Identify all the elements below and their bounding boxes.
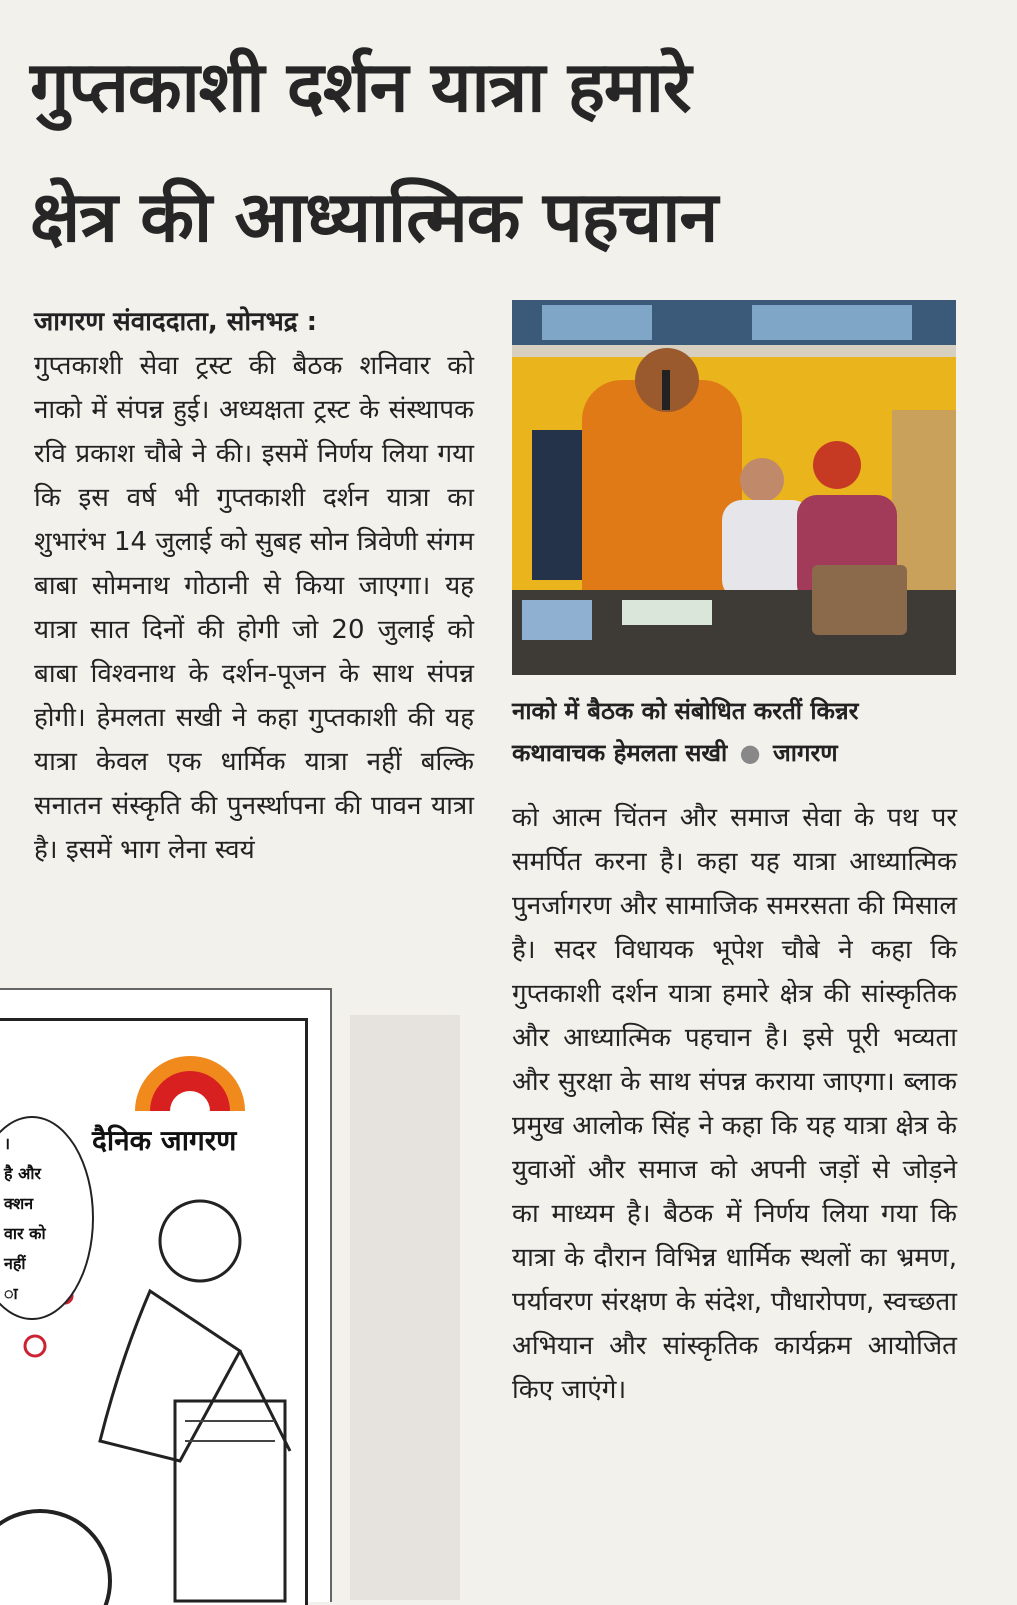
bubble-line: वार को [4,1224,46,1243]
article-text-left: गुप्तकाशी सेवा ट्रस्ट की बैठक शनिवार को नाको में संपन्न हुई। अध्यक्षता ट्रस्ट के संस्थापक रवि प्रकाश चौबे ने की। इसमें निर्णय लिया गया कि इस वर्ष भी गुप्तकाशी दर्शन यात्रा का शुभारंभ 14 जुलाई को सुबह सोन त्रिवेणी संगम बाबा सोमनाथ गोठानी से किया जाएगा। यह यात्रा सात दिनों की होगी जो 20 जुलाई को बाबा विश्वनाथ के दर्शन-पूजन के साथ संपन्न होगी। हेमलता सखी ने कहा गुप्तकाशी की यह यात्रा केवल एक धार्मिक यात्रा नहीं बल्कि सनातन संस्कृति की पुनर्स्थापना की पावन यात्रा है। इसमें भाग लेना स्वयं [34,351,474,865]
ad-brand-logo-text: दैनिक जागरण [92,1124,237,1157]
bubble-line: नहीं [4,1254,26,1273]
bubble-line: । [4,1134,11,1153]
article-left-column [34,300,474,872]
article-text-right: को आत्म चिंतन और समाज सेवा के पथ पर समर्पित करना है। कहा यह यात्रा आध्यात्मिक पुनर्जागरण और सामाजिक समरसता की मिसाल है। सदर विधायक भूपेश चौबे ने कहा कि गुप्तकाशी दर्शन यात्रा हमारे क्षेत्र की सांस्कृतिक और आध्यात्मिक पहचान है। इसे पूरी भव्यता और सुरक्षा के साथ संपन्न कराया जाएगा। ब्लाक प्रमुख आलोक सिंह ने कहा कि यह यात्रा क्षेत्र के युवाओं और समाज को अपनी जड़ों से जोड़ने का माध्यम है। बैठक में निर्णय लिया गया कि यात्रा के दौरान विभिन्न धार्मिक स्थलों का भ्रमण, पर्यावरण संरक्षण के संदेश, पौधारोपण, स्वच्छता अभियान और सांस्कृतिक कार्यक्रम आयोजित किए जाएंगे। [512,803,957,1405]
speech-bubble-text [4,1129,46,1309]
bubble-line: क्शन [4,1194,34,1213]
article-right-column [512,796,957,1412]
bubble-line: है और [4,1164,41,1183]
caption-text: नाको में बैठक को संबोधित करतीं किन्नर कथावाचक हेमलता सखी [512,697,859,767]
caption-credit: जागरण [772,739,838,767]
ad-panel [0,1018,308,1605]
meeting-photo-illustration [512,300,956,675]
photo-caption [512,690,956,774]
news-photo [512,300,956,675]
byline: जागरण संवाददाता, सोनभद्र : [34,307,318,337]
advertisement [0,988,332,1602]
grey-column-divider [350,1015,460,1600]
headline-line-2: क्षेत्र की आध्यात्मिक पहचान [30,176,718,258]
caption-dot-icon: ● [739,739,761,767]
bubble-line: ा [4,1284,18,1303]
headline-line-1: गुप्तकाशी दर्शन यात्रा हमारे [30,46,691,128]
headline [30,22,990,282]
